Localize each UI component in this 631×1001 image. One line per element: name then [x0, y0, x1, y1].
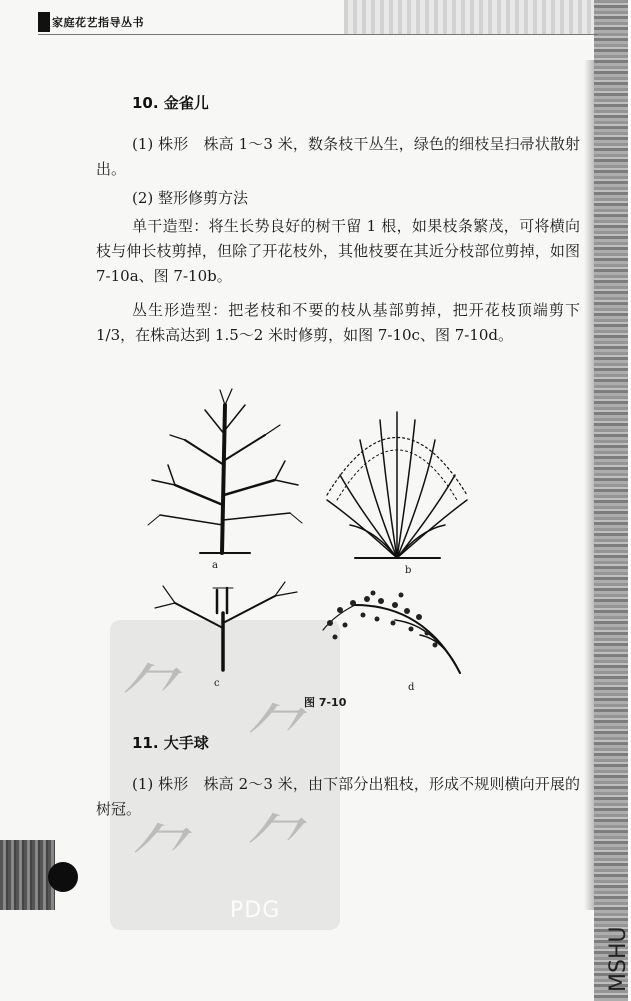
section-10-paragraph-4: 丛生形造型：把老枝和不要的枝从基部剪掉，把开花枝顶端剪下 1/3，在株高达到 1.5～2 米时修剪，如图 7-10c、图 7-10d。 — [96, 301, 580, 344]
section-10-paragraph-3: 单干造型：将生长势良好的树干留 1 根，如果枝条繁茂，可将横向枝与伸长枝剪掉，但除了开花枝外，其他枝要在其近分枝部位剪掉，如图 7-10a、图 7-10b。 — [96, 217, 580, 285]
section-11-heading: 11. 大手球 — [132, 734, 209, 752]
figure-7-10d-flowering-illustration — [315, 585, 465, 680]
punch-hole — [48, 862, 78, 892]
section-10-heading: 10. 金雀儿 — [132, 94, 209, 112]
watermark-seal-glyph: ⺈ — [120, 655, 190, 737]
figure-label-b: b — [405, 565, 412, 576]
figure-label-a: a — [212, 560, 218, 571]
watermark-pdg-logo: PDG — [230, 898, 281, 923]
running-header — [38, 10, 144, 34]
scan-edge-right — [594, 0, 628, 1001]
scan-shadow-right — [584, 60, 594, 910]
header-rule — [38, 34, 598, 35]
section-10-paragraph-2: (2) 整形修剪方法 — [132, 189, 249, 207]
section-11-paragraph-1: (1) 株形 株高 2～3 米，由下部分出粗枝，形成不规则横向开展的树冠。 — [96, 775, 580, 818]
scan-edge-bottom-left — [0, 840, 55, 910]
figure-caption: 图 7-10 — [304, 696, 347, 709]
side-watermark-text: MSHU — [606, 926, 631, 992]
watermark-seal-glyph: ⺈ — [245, 695, 315, 777]
figure-7-10a-tree-illustration — [140, 385, 310, 560]
side-watermark — [600, 900, 630, 1000]
watermark-seal-glyph: ⺈ — [245, 805, 315, 887]
figure-label-d: d — [408, 682, 415, 693]
header-block-mark — [38, 12, 50, 32]
section-10-paragraph-1: (1) 株形 株高 1～3 米，数条枝干丛生，绿色的细枝呈扫帚状散射出。 — [96, 135, 580, 178]
figure-7-10b-shrub-illustration — [315, 400, 480, 565]
figure-label-c: c — [214, 678, 220, 689]
figure-7-10c-pruning-illustration — [145, 578, 305, 673]
scan-noise — [344, 0, 594, 34]
series-title: 家庭花艺指导丛书 — [52, 16, 144, 29]
watermark-seal-glyph: ⺈ — [130, 815, 200, 897]
